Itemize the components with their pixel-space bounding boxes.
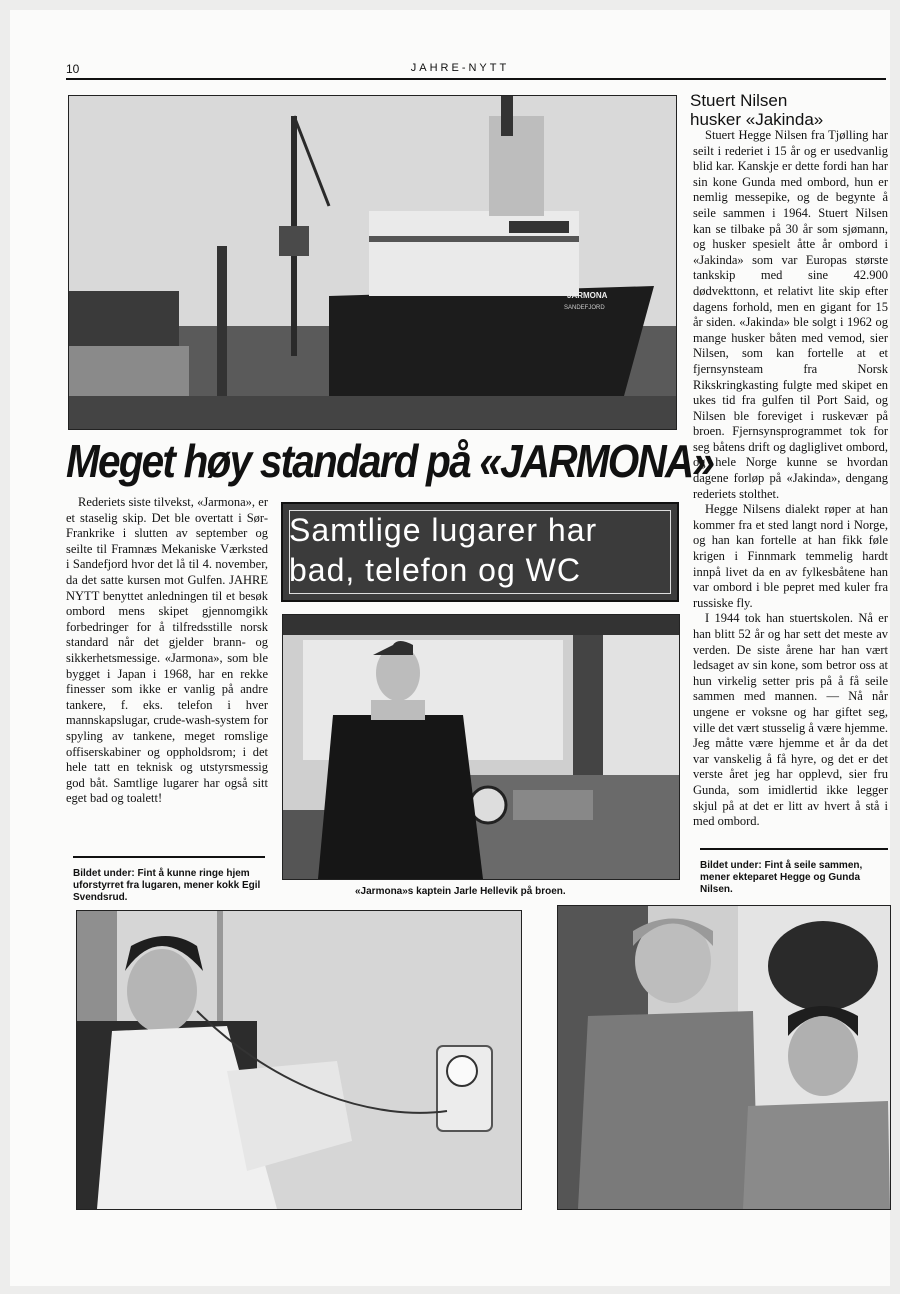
sidebar-title-line-1: Stuert Nilsen bbox=[690, 91, 788, 110]
sidebar-title-line-2: husker «Jakinda» bbox=[690, 110, 824, 129]
captain-illustration bbox=[283, 615, 679, 879]
hull-name: JARMONA bbox=[567, 291, 608, 300]
sidebar-paragraph: Stuert Hegge Nilsen fra Tjølling har seilt i rederiet i 15 år og er usedvanlig blid kar. Kanskje er dette fordi han har sin kone Gunda med ombord, hun er nemlig messepike, og de begynte å seile sammen i 1964. Stuert Nilsen kan se tilbake på 30 år som sjømann, og husker spesielt åtte år ombord i «Jakinda» som var Europas største tankskip med sine 42.900 dødvekttonn, et relativt lite skip efter dagens forhold, men en gigant for 15 år siden. «Jakinda» ble solgt i 1962 og mange husker båten med vemod, sier Nilsen, som kan fortelle at et fjernsynsteam fra Norsk Rikskringkasting fulgte med skipet en ukes tid fra gulfen til Port Said, og Nilsen ble foreviget i ruskevær på broen. Fjernsynsprogrammet tok for seg båtens drift og dagliglivet ombord, og hele Norge kunne se hvordan dagene forløp på «Jakinda», dengang rederiets stolthet. bbox=[693, 128, 888, 501]
captain-photo bbox=[282, 614, 680, 880]
sidebar-paragraph: Hegge Nilsens dialekt røper at han kommer fra et sted langt nord i Norge, og han kan fortelle at han fikk føle krigen i Finnmark temmelig hardt innpå livet da en av fylkesbåtene han var ombord i ble pepret med kuler fra russiske fly. bbox=[693, 502, 888, 610]
cook-illustration bbox=[77, 911, 521, 1209]
caption-captain: «Jarmona»s kaptein Jarle Hellevik på broen. bbox=[355, 886, 566, 897]
page-number: 10 bbox=[66, 62, 80, 76]
hull-port: SANDEFJORD bbox=[564, 305, 605, 311]
subheadline-text bbox=[289, 510, 597, 590]
sidebar-article bbox=[693, 128, 888, 830]
ship-photo bbox=[68, 95, 677, 430]
caption-rule-cook bbox=[73, 856, 265, 858]
headline: Meget høy standard på «JARMONA» bbox=[66, 435, 714, 487]
subheadline-box bbox=[281, 502, 679, 602]
subheadline-line-1: Samtlige lugarer har bbox=[289, 512, 598, 548]
running-header: JAHRE-NYTT bbox=[410, 62, 510, 74]
couple-photo bbox=[557, 905, 891, 1210]
header-rule bbox=[66, 78, 886, 80]
caption-rule-couple bbox=[700, 848, 888, 850]
couple-illustration bbox=[558, 906, 890, 1209]
caption-couple: Bildet under: Fint å seile sammen, mener ekteparet Hegge og Gunda Nilsen. bbox=[700, 860, 863, 895]
caption-cook: Bildet under: Fint å kunne ringe hjem uforstyrret fra lugaren, mener kokk Egil Svendsrud. bbox=[73, 868, 261, 903]
cook-photo bbox=[76, 910, 522, 1210]
subheadline-line-2: bad, telefon og WC bbox=[289, 552, 581, 588]
main-article bbox=[66, 495, 268, 807]
main-article-text: Rederiets siste tilvekst, «Jarmona», er et staselig skip. Det ble overtatt i Sør-Frankrike i slutten av september og seilte til Framnæs Mekaniske Værksted i Sandefjord hvor det lå til 4. november, da det satte kursen mot Gulfen. JAHRE NYTT benyttet anledningen til et besøk ombord mens skipet gjennomgikk forbedringer for å tilfredsstille norsk standard når det gjelder brann- og sikkerhetsmessige. «Jarmona», som ble bygget i Japan i 1968, har en rekke finesser som ikke er vanlig på andre tankere, f. eks. telefon i hver mannskapslugar, crude-wash-system for spyling av tankene, meget romslige offiserskabiner og oppholdsrom; i det hele tatt en teknisk og utstyrsmessig god båt. Samtlige lugarer har også sitt eget bad og toalett! bbox=[66, 495, 268, 806]
sidebar-title bbox=[690, 91, 890, 129]
sidebar-paragraph: I 1944 tok han stuertskolen. Nå er han blitt 52 år og har sett det meste av verden. De siste årene har han vært ledsaget av sin kone, som betror oss at hun virkelig setter pris på å få seile sammen med mannen. — Nå når ungene er voksne og har giftet seg, ville det vært stusselig å være hjemme. Jeg måtte være hjemme et år da det var vanskelig å få hyre, og det er det verste året jeg har opplevd, sier fru Gunda, som imidlertid ikke legger skjul på at det er litt av hvert å stå i med ombord. bbox=[693, 611, 888, 829]
ship-illustration bbox=[69, 96, 676, 429]
